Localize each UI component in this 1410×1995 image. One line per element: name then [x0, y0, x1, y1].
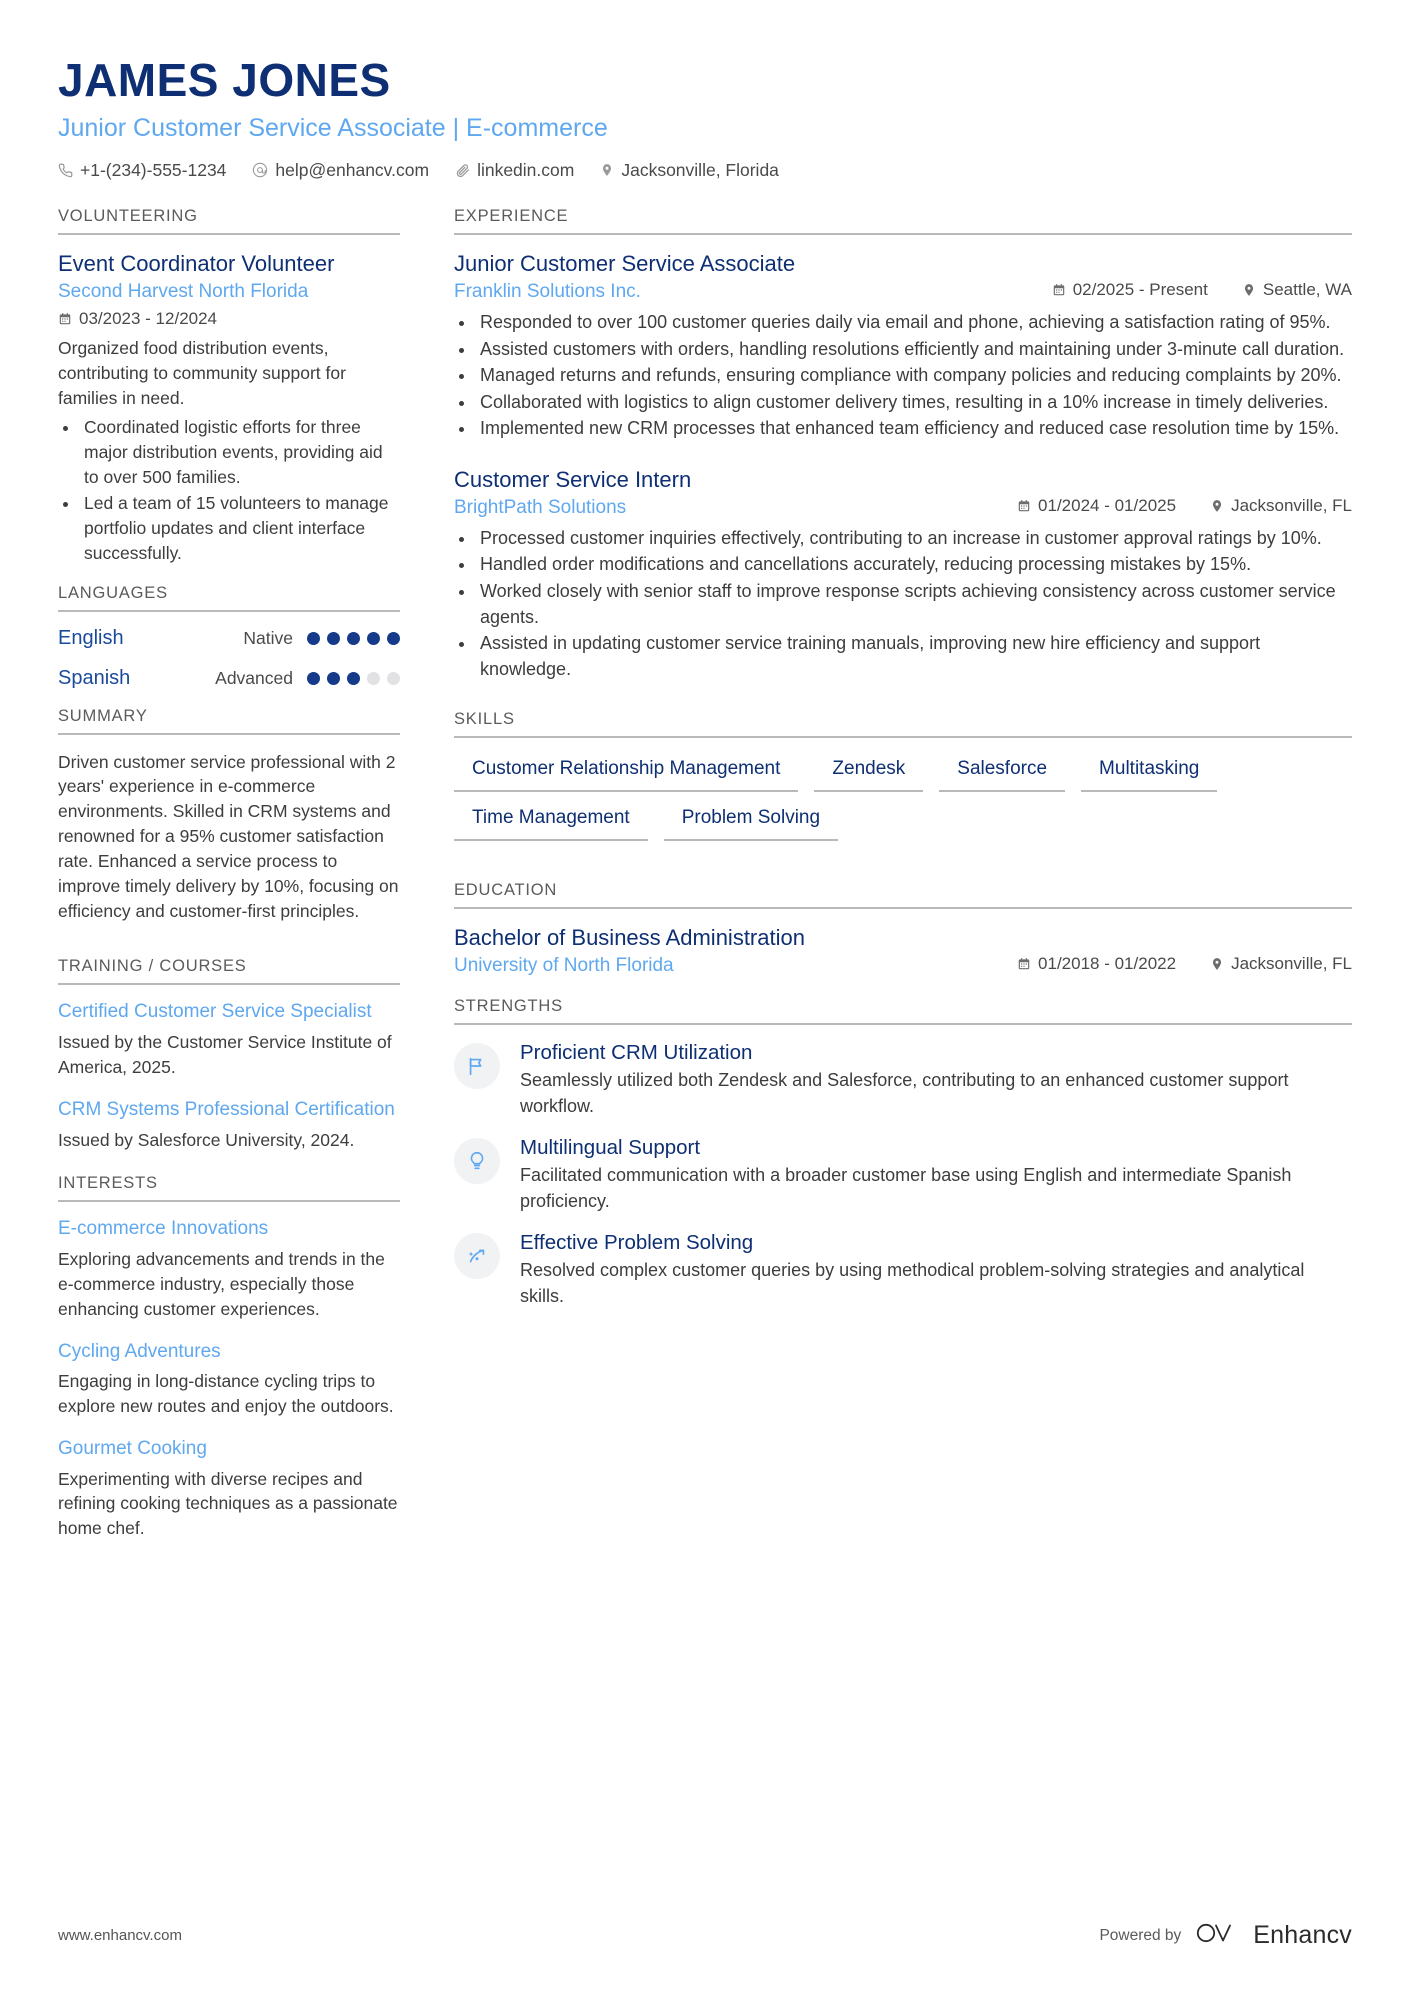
- email-icon: [252, 162, 268, 178]
- language-row-spanish: [58, 667, 400, 690]
- skills-list: [454, 753, 1352, 840]
- section-title-interests: INTERESTS: [58, 1174, 158, 1193]
- list-item: • Coordinated logistic efforts for three major distribution events, providing aid to over 500 families.: [80, 415, 400, 490]
- list-item: • Led a team of 15 volunteers to manage portfolio updates and client interface successfully.: [80, 491, 400, 566]
- list-item: • Assisted customers with orders, handling resolutions efficiently and maintaining under 3-minute call duration.: [476, 337, 1352, 363]
- education-meta: [1017, 954, 1352, 974]
- strength-item: [454, 1230, 1352, 1309]
- volunteering-bullets: [58, 415, 400, 565]
- link-icon: [455, 163, 470, 178]
- rating-dot: [307, 672, 320, 685]
- location-pin-icon: [1210, 499, 1224, 513]
- calendar-icon: [1017, 957, 1031, 971]
- contact-bar: [58, 160, 1352, 181]
- section-rule: [454, 907, 1352, 909]
- skill-tag: Salesforce: [939, 753, 1065, 792]
- section-interests: [58, 1174, 400, 1541]
- section-rule: [454, 1023, 1352, 1025]
- lightbulb-icon: [454, 1138, 500, 1184]
- experience-meta: [1052, 280, 1352, 300]
- experience-role: Customer Service Intern: [454, 466, 692, 492]
- language-row-english: [58, 627, 400, 650]
- experience-meta: [1017, 496, 1352, 516]
- rating-dot: [387, 632, 400, 645]
- section-title-education: EDUCATION: [454, 880, 558, 899]
- strength-body: [520, 1135, 1352, 1214]
- rating-dot: [327, 632, 340, 645]
- strength-desc: Facilitated communication with a broader customer base using English and intermediate Spanish proficiency.: [520, 1165, 1292, 1211]
- skill-tag: Customer Relationship Management: [454, 753, 798, 792]
- calendar-icon: [1017, 499, 1031, 513]
- footer-powered-label: Powered by: [1099, 1926, 1182, 1944]
- section-rule: [58, 610, 400, 612]
- section-summary: [58, 707, 400, 924]
- experience-location-text: Jacksonville, FL: [1231, 496, 1352, 516]
- section-volunteering: [58, 207, 400, 566]
- interest-name: Gourmet Cooking: [58, 1437, 207, 1459]
- location-pin-icon: [1210, 957, 1224, 971]
- section-rule: [58, 233, 400, 235]
- calendar-icon: [58, 312, 72, 326]
- training-desc: Issued by Salesforce University, 2024.: [58, 1129, 355, 1150]
- flag-icon: [454, 1043, 500, 1089]
- language-rating-dots: [307, 672, 400, 685]
- contact-location-text: Jacksonville, Florida: [621, 159, 779, 180]
- right-column: [454, 207, 1352, 1325]
- experience-entry: [454, 466, 1352, 682]
- section-title-strengths: STRENGTHS: [454, 996, 563, 1015]
- volunteering-entry: [58, 250, 400, 566]
- location-pin-icon: [1242, 283, 1256, 297]
- left-column: [58, 207, 400, 1559]
- contact-email-text: help@enhancv.com: [275, 159, 430, 180]
- strength-title: Multilingual Support: [520, 1135, 701, 1159]
- education-dates-text: 01/2018 - 01/2022: [1038, 954, 1177, 974]
- interest-desc: Engaging in long-distance cycling trips to explore new routes and enjoy the outdoors.: [58, 1371, 394, 1417]
- experience-location: [1242, 280, 1352, 300]
- interest-entry: [58, 1340, 400, 1419]
- candidate-name: JAMES JONES: [58, 54, 391, 106]
- list-item: • Worked closely with senior staff to improve response scripts achieving consistency across customer service agents.: [476, 579, 1352, 630]
- section-strengths: [454, 997, 1352, 1309]
- list-item: • Handled order modifications and cancellations accurately, reducing processing mistakes by 15%.: [476, 552, 1352, 578]
- contact-email[interactable]: [252, 160, 429, 181]
- rating-dot: [327, 672, 340, 685]
- rating-dot: [347, 672, 360, 685]
- skill-tag: Time Management: [454, 802, 648, 841]
- interest-desc: Experimenting with diverse recipes and refining cooking techniques as a passionate home chef.: [58, 1468, 398, 1539]
- section-skills: [454, 710, 1352, 840]
- volunteering-org: Second Harvest North Florida: [58, 281, 309, 303]
- training-desc: Issued by the Customer Service Institute of America, 2025.: [58, 1032, 392, 1077]
- language-rating-dots: [307, 632, 400, 645]
- list-item: • Collaborated with logistics to align customer delivery times, resulting in a 10% increase in timely deliveries.: [476, 390, 1352, 416]
- strength-body: [520, 1040, 1352, 1119]
- experience-bullets: [454, 310, 1352, 442]
- experience-meta-row: [454, 280, 1352, 305]
- education-dates: [1017, 954, 1176, 974]
- section-title-languages: LANGUAGES: [58, 583, 168, 602]
- strength-item: [454, 1135, 1352, 1214]
- interest-entry: [58, 1437, 400, 1541]
- education-entry: [454, 924, 1352, 979]
- page-footer: [58, 1920, 1352, 1951]
- section-title-experience: EXPERIENCE: [454, 206, 569, 225]
- section-experience: [454, 207, 1352, 682]
- section-title-summary: SUMMARY: [58, 706, 148, 725]
- strength-body: [520, 1230, 1352, 1309]
- experience-meta-row: [454, 496, 1352, 521]
- rating-dot: [307, 632, 320, 645]
- contact-linkedin-text: linkedin.com: [477, 159, 575, 180]
- section-rule: [58, 733, 400, 735]
- education-meta-row: [454, 954, 1352, 979]
- footer-brand-name: Enhancv: [1253, 1921, 1352, 1949]
- location-pin-icon: [600, 163, 614, 177]
- skill-tag: Multitasking: [1081, 753, 1217, 792]
- experience-company: BrightPath Solutions: [454, 497, 627, 519]
- interest-name: E-commerce Innovations: [58, 1218, 269, 1240]
- footer-url[interactable]: www.enhancv.com: [58, 1927, 182, 1944]
- section-title-volunteering: VOLUNTEERING: [58, 206, 198, 225]
- volunteering-summary: Organized food distribution events, contributing to community support for families in need.: [58, 337, 346, 408]
- phone-icon: [58, 163, 73, 178]
- section-rule: [58, 1200, 400, 1202]
- footer-branding: [1099, 1920, 1352, 1951]
- training-entry: [58, 1098, 400, 1153]
- rating-dot: [347, 632, 360, 645]
- education-degree: Bachelor of Business Administration: [454, 924, 805, 950]
- experience-entry: [454, 250, 1352, 442]
- section-rule: [454, 736, 1352, 738]
- resume-header: [58, 55, 1352, 181]
- contact-linkedin[interactable]: [455, 160, 574, 181]
- language-name: Spanish: [58, 666, 131, 689]
- experience-dates-text: 02/2025 - Present: [1072, 280, 1208, 300]
- list-item: • Implemented new CRM processes that enhanced team efficiency and reduced case resolution time by 15%.: [476, 416, 1352, 442]
- experience-dates: [1017, 496, 1176, 516]
- strength-desc: Resolved complex customer queries by using methodical problem-solving strategies and analytical skills.: [520, 1260, 1305, 1306]
- section-training: [58, 957, 400, 1152]
- training-name: Certified Customer Service Specialist: [58, 1001, 372, 1023]
- magic-wand-icon: [454, 1233, 500, 1279]
- volunteering-role: Event Coordinator Volunteer: [58, 250, 335, 276]
- rating-dot: [367, 632, 380, 645]
- list-item: • Processed customer inquiries effectively, contributing to an increase in customer approval ratings by 10%.: [476, 526, 1352, 552]
- experience-dates-text: 01/2024 - 01/2025: [1038, 496, 1177, 516]
- strength-title: Proficient CRM Utilization: [520, 1040, 753, 1064]
- section-languages: [58, 584, 400, 690]
- interest-name: Cycling Adventures: [58, 1340, 221, 1362]
- candidate-role: Junior Customer Service Associate | E-commerce: [58, 113, 608, 142]
- experience-company: Franklin Solutions Inc.: [454, 281, 641, 303]
- contact-location: [600, 160, 779, 181]
- rating-dot: [367, 672, 380, 685]
- volunteering-dates: [58, 309, 217, 329]
- calendar-icon: [1052, 283, 1066, 297]
- interest-entry: [58, 1217, 400, 1321]
- interest-desc: Exploring advancements and trends in the e-commerce industry, especially those enhancing customer experiences.: [58, 1249, 385, 1319]
- training-entry: [58, 1000, 400, 1079]
- summary-text: Driven customer service professional with 2 years' experience in e-commerce environments. Skilled in CRM systems and renowned for a 95% customer satisfaction rate. Enhanced a service process to improve timely delivery by 10%, focusing on efficiency and customer-first principles.: [58, 751, 399, 921]
- contact-phone[interactable]: [58, 160, 226, 181]
- experience-role: Junior Customer Service Associate: [454, 250, 796, 276]
- skill-tag: Problem Solving: [664, 802, 838, 841]
- strength-desc: Seamlessly utilized both Zendesk and Salesforce, contributing to an enhanced customer support workflow.: [520, 1070, 1289, 1116]
- contact-phone-text: +1-(234)-555-1234: [80, 159, 227, 180]
- experience-location: [1210, 496, 1352, 516]
- list-item: • Managed returns and refunds, ensuring compliance with company policies and reducing complaints by 20%.: [476, 363, 1352, 389]
- section-title-training: TRAINING / COURSES: [58, 957, 247, 976]
- strength-item: [454, 1040, 1352, 1119]
- list-item: • Assisted in updating customer service training manuals, improving new hire efficiency and support knowledge.: [476, 631, 1352, 682]
- section-rule: [58, 983, 400, 985]
- education-school: University of North Florida: [454, 955, 674, 977]
- rating-dot: [387, 672, 400, 685]
- education-location-text: Jacksonville, FL: [1231, 954, 1352, 974]
- language-name: English: [58, 626, 124, 649]
- skill-tag: Zendesk: [814, 753, 923, 792]
- section-rule: [454, 233, 1352, 235]
- language-level: Advanced: [215, 667, 293, 688]
- experience-dates: [1052, 280, 1208, 300]
- resume-columns: [58, 207, 1352, 1559]
- language-level: Native: [243, 627, 293, 648]
- experience-bullets: [454, 526, 1352, 682]
- list-item: • Responded to over 100 customer queries daily via email and phone, achieving a satisfaction rating of 95%.: [476, 310, 1352, 336]
- experience-location-text: Seattle, WA: [1262, 280, 1352, 300]
- section-education: [454, 881, 1352, 979]
- strength-title: Effective Problem Solving: [520, 1230, 754, 1254]
- volunteering-dates-text: 03/2023 - 12/2024: [79, 308, 218, 328]
- training-name: CRM Systems Professional Certification: [58, 1098, 395, 1120]
- education-location: [1210, 954, 1352, 974]
- enhancv-logo-icon: [1195, 1920, 1239, 1951]
- section-title-skills: SKILLS: [454, 710, 515, 729]
